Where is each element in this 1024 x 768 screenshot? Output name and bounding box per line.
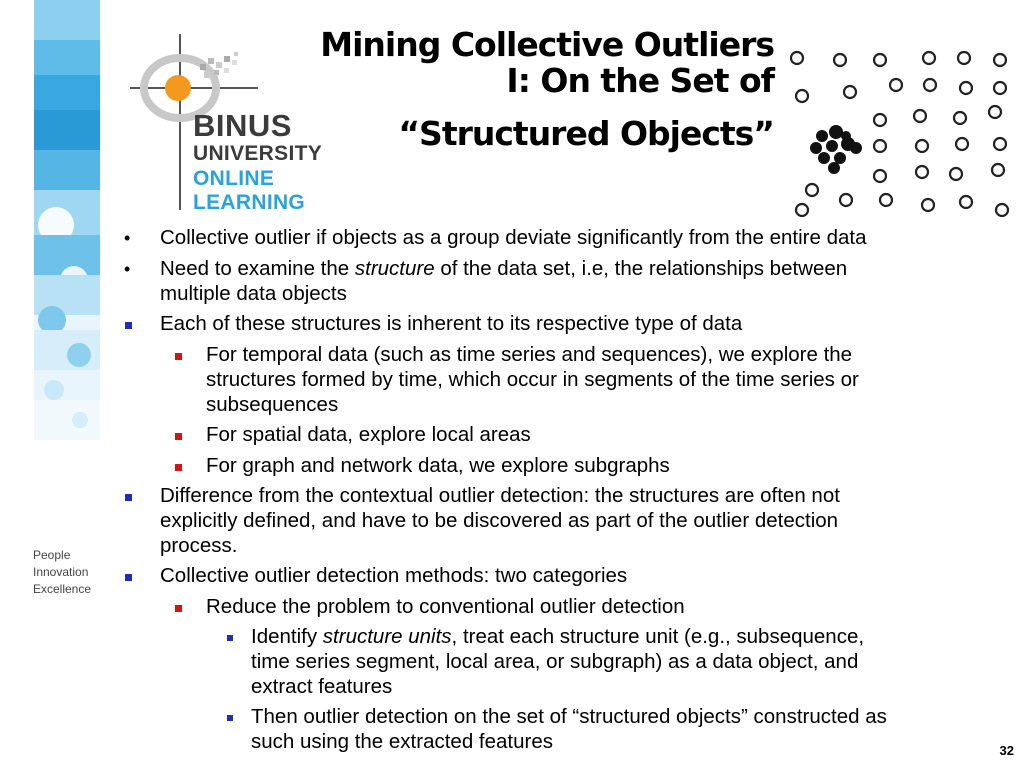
sub-sub-bullet-square-blue	[227, 715, 233, 721]
slide-title-line-3: “Structured Objects”	[398, 114, 774, 153]
bullet-text-2-emphasis: structure	[354, 257, 435, 280]
sub-bullet-square-red	[175, 433, 182, 440]
sub-bullet-square-red	[175, 353, 182, 360]
logo-line-binus: BINUS	[193, 108, 292, 143]
sub-bullet-square-red	[175, 605, 182, 612]
sub-sub-bullet-square-blue	[227, 635, 233, 641]
sub-sub-bullet-then-line-1: Then outlier detection on the set of “structured objects” constructed as	[251, 705, 887, 728]
logo-line-university: UNIVERSITY	[193, 142, 323, 165]
bullet-text-2-continued: multiple data objects	[160, 282, 347, 305]
stripe-pattern-graphic	[34, 0, 100, 440]
sub-sub-bullet-identify-line-1	[251, 627, 864, 648]
bullet-text-4-line-3: process.	[160, 534, 238, 557]
sub-bullet-temporal-line-2: structures formed by time, which occur in segments of the time series or	[206, 368, 859, 391]
bullet-text-4-line-1: Difference from the contextual outlier detection: the structures are often not	[160, 484, 840, 507]
logo-line-learning: LEARNING	[193, 191, 306, 214]
sub-sub-bullet-identify-line-2: time series segment, local area, or subgraph) as a data object, and	[251, 650, 859, 673]
sub-bullet-reduce: Reduce the problem to conventional outlier detection	[206, 595, 685, 618]
identify-post: , treat each structure unit (e.g., subsequence,	[451, 625, 865, 648]
identify-pre: Identify	[251, 625, 323, 648]
bullet-text-2-post: of the data set, i.e, the relationships between	[434, 257, 848, 280]
bullet-text-2	[160, 259, 847, 280]
tagline-excellence: Excellence	[33, 582, 92, 596]
page-number: 32	[999, 743, 1014, 758]
bullet-text-4-line-2: explicitly defined, and have to be discovered as part of the outlier detection	[160, 509, 839, 532]
bullet-text-1: Collective outlier if objects as a group deviate significantly from the entire data	[160, 226, 867, 249]
bullet-square-blue	[125, 574, 132, 581]
slide-title-line-1: Mining Collective Outliers	[320, 25, 774, 64]
sub-sub-bullet-identify-line-3: extract features	[251, 675, 393, 698]
bullet-dot: •	[124, 259, 131, 279]
sub-bullet-spatial: For spatial data, explore local areas	[206, 423, 531, 446]
identify-emphasis: structure units	[322, 625, 452, 648]
bullet-dot: •	[124, 228, 131, 248]
sub-bullet-square-red	[175, 464, 182, 471]
tagline-people: People	[33, 548, 71, 562]
collective-outlier-illustration	[780, 40, 1020, 230]
decorative-stripe	[34, 0, 100, 440]
bullet-square-blue	[125, 322, 132, 329]
logo-line-online: ONLINE	[193, 167, 275, 190]
slide-title-line-2: I: On the Set of	[506, 61, 774, 100]
bullet-text-5: Collective outlier detection methods: two categories	[160, 564, 628, 587]
bullet-text-2-pre: Need to examine the	[160, 257, 355, 280]
bullet-square-blue	[125, 494, 132, 501]
sub-bullet-graph: For graph and network data, we explore subgraphs	[206, 454, 670, 477]
circles-graphic	[780, 40, 1020, 230]
sub-bullet-temporal-line-1: For temporal data (such as time series and sequences), we explore the	[206, 343, 853, 366]
bullet-text-3: Each of these structures is inherent to its respective type of data	[160, 312, 743, 335]
tagline-innovation: Innovation	[33, 565, 89, 579]
sub-sub-bullet-then-line-2: such using the extracted features	[251, 730, 553, 753]
sub-bullet-temporal-line-3: subsequences	[206, 393, 339, 416]
